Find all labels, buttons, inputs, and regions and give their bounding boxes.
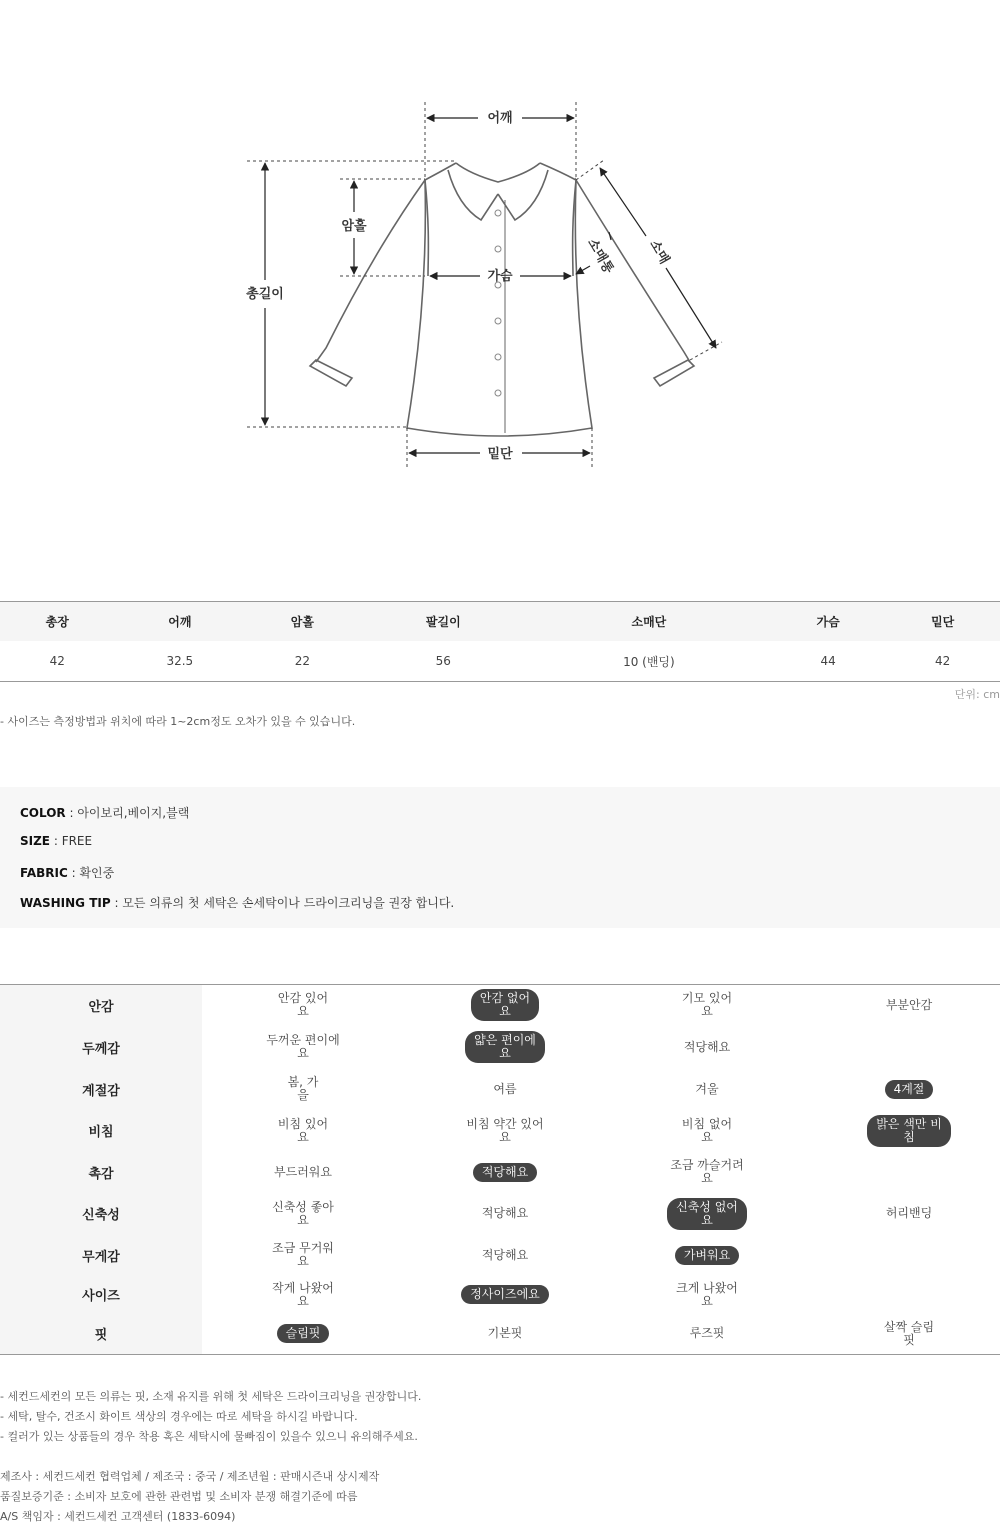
info-fabric-value: : 확인중 xyxy=(67,866,115,880)
label-total-length: 총길이 xyxy=(246,287,284,302)
feel-option: 조금 무거워 요 xyxy=(272,1241,334,1268)
feel-option-cell xyxy=(808,1152,1000,1193)
size-value: 42 xyxy=(49,654,65,668)
feel-option-cell xyxy=(606,1193,808,1235)
feel-option: 부분안감 xyxy=(885,997,933,1012)
care-note: - 세탁, 탈수, 건조시 화이트 색상의 경우에는 따로 세탁을 하시길 바랍니다. xyxy=(0,1410,358,1423)
feel-option-cell xyxy=(404,985,606,1026)
feel-row xyxy=(0,1276,1000,1314)
info-color-label: COLOR xyxy=(20,806,66,820)
feel-option-cell xyxy=(606,1110,808,1152)
feel-option-cell xyxy=(606,1314,808,1355)
feel-option-cell xyxy=(404,1026,606,1069)
feel-row xyxy=(0,1026,1000,1069)
size-header: 팔길이 xyxy=(360,602,527,642)
feel-option-cell xyxy=(606,1069,808,1110)
size-value: 56 xyxy=(435,654,451,668)
feel-option: 부드러워요 xyxy=(274,1164,332,1179)
feel-option-cell xyxy=(808,1314,1000,1355)
label-armhole: 암홀 xyxy=(341,219,367,234)
feel-option-cell xyxy=(404,1152,606,1193)
feel-option: 여름 xyxy=(493,1081,517,1096)
feel-option-cell xyxy=(808,1276,1000,1314)
feel-option: 루즈핏 xyxy=(689,1326,725,1341)
label-sleeve-cuff: 소매통 xyxy=(584,236,616,277)
feel-option-cell xyxy=(808,1110,1000,1152)
size-value: 10 (밴딩) xyxy=(623,654,675,669)
feel-option: 겨울 xyxy=(695,1081,719,1096)
product-info xyxy=(0,787,1000,928)
info-color-value: : 아이보리,베이지,블랙 xyxy=(65,806,190,820)
info-size xyxy=(20,834,92,848)
feel-option: 허리밴딩 xyxy=(885,1206,933,1220)
size-header: 밑단 xyxy=(885,602,1000,642)
feel-option-cell xyxy=(606,1235,808,1276)
feel-option: 두꺼운 편이에 요 xyxy=(266,1033,340,1060)
info-washing-label: WASHING TIP xyxy=(20,896,111,910)
feel-option-cell xyxy=(404,1235,606,1276)
feel-option: 적당해요 xyxy=(481,1206,529,1220)
feel-option-cell xyxy=(808,985,1000,1026)
label-shoulder: 어깨 xyxy=(487,111,513,126)
feel-option-cell xyxy=(202,1026,404,1069)
feel-option-selected: 적당해요 xyxy=(473,1163,537,1182)
feel-option: 안감 있어 요 xyxy=(277,991,329,1019)
feel-option: 적당해요 xyxy=(683,1039,731,1054)
label-hem: 밑단 xyxy=(487,447,513,462)
size-value: 44 xyxy=(820,654,836,668)
feel-option: 신축성 좋아 요 xyxy=(272,1199,334,1227)
feel-option-cell xyxy=(404,1314,606,1355)
info-washing xyxy=(20,894,454,911)
label-sleeve: 소매 xyxy=(646,237,672,267)
feel-option-cell xyxy=(808,1069,1000,1110)
feel-option-cell xyxy=(202,1193,404,1235)
feel-option: 기모 있어 요 xyxy=(681,991,733,1019)
size-header: 총장 xyxy=(0,602,115,642)
fabric-feel-table xyxy=(0,984,1000,1355)
label-chest: 가슴 xyxy=(487,269,513,284)
feel-option-selected: 가벼워요 xyxy=(675,1246,739,1265)
feel-option-selected: 정사이즈에요 xyxy=(461,1285,549,1304)
feel-row xyxy=(0,1069,1000,1110)
feel-option-cell xyxy=(202,1235,404,1276)
info-fabric-label: FABRIC xyxy=(20,866,68,880)
info-size-value: : FREE xyxy=(50,834,93,848)
feel-option: 크게 나왔어 요 xyxy=(676,1280,738,1308)
feel-row-label: 계절감 xyxy=(0,1069,202,1110)
size-header: 암홀 xyxy=(245,602,360,642)
feel-option-cell xyxy=(808,1193,1000,1235)
feel-row xyxy=(0,1193,1000,1235)
feel-row-label: 무게감 xyxy=(0,1235,202,1276)
feel-option-selected: 신축성 없어 요 xyxy=(667,1198,747,1230)
feel-option: 봄, 가 을 xyxy=(287,1075,319,1102)
feel-option-cell xyxy=(606,985,808,1026)
size-value: 42 xyxy=(935,654,951,668)
info-washing-value: : 모든 의류의 첫 세탁은 손세탁이나 드라이크리닝을 권장 합니다. xyxy=(110,896,455,910)
info-size-label: SIZE xyxy=(20,834,51,848)
size-table-row xyxy=(0,641,1000,682)
feel-option-cell xyxy=(404,1110,606,1152)
feel-option-selected: 얇은 편이에 요 xyxy=(465,1031,545,1063)
feel-option-cell xyxy=(606,1026,808,1069)
feel-option-cell xyxy=(808,1235,1000,1276)
size-value: 22 xyxy=(294,654,311,668)
feel-row-label: 사이즈 xyxy=(0,1276,202,1314)
feel-option-cell xyxy=(202,1110,404,1152)
feel-row xyxy=(0,985,1000,1026)
feel-row-label: 촉감 xyxy=(0,1152,202,1193)
feel-option: 비침 있어 요 xyxy=(277,1116,329,1144)
feel-row xyxy=(0,1110,1000,1152)
feel-row-label: 핏 xyxy=(0,1314,202,1355)
info-fabric xyxy=(20,864,114,881)
feel-option-selected: 밝은 색만 비 침 xyxy=(867,1115,951,1147)
feel-option-cell xyxy=(404,1193,606,1235)
feel-option-cell xyxy=(808,1026,1000,1069)
feel-row-label: 두께감 xyxy=(0,1026,202,1069)
size-value: 32.5 xyxy=(166,654,194,668)
measure-arrows xyxy=(265,118,716,453)
quality-info: 품질보증기준 : 소비자 보호에 관한 관련법 및 소비자 분쟁 해결기준에 따름 xyxy=(0,1490,358,1503)
feel-option-selected: 안감 없어 요 xyxy=(471,989,539,1021)
feel-option: 조금 까슬거려 요 xyxy=(670,1158,744,1185)
feel-row-label: 비침 xyxy=(0,1110,202,1152)
size-header: 어깨 xyxy=(115,602,246,642)
info-color xyxy=(20,804,189,821)
feel-option: 기본핏 xyxy=(487,1326,523,1341)
feel-option-cell xyxy=(202,1314,404,1355)
size-header: 소매단 xyxy=(527,602,771,642)
garment-diagram xyxy=(0,0,1000,520)
unit-label: 단위: cm xyxy=(954,688,1000,701)
size-table-header xyxy=(0,602,1000,642)
feel-option: 살짝 슬림 핏 xyxy=(883,1319,935,1347)
feel-row-label: 신축성 xyxy=(0,1193,202,1235)
feel-option: 비침 약간 있어 요 xyxy=(466,1116,544,1144)
feel-option-cell xyxy=(606,1276,808,1314)
buttons xyxy=(495,210,501,396)
care-note: - 세컨드세컨의 모든 의류는 핏, 소재 유지를 위해 첫 세탁은 드라이크리닝을 권장합니다. xyxy=(0,1390,422,1403)
guide-lines xyxy=(247,102,722,468)
feel-option-cell xyxy=(404,1276,606,1314)
feel-option: 비침 없어 요 xyxy=(681,1116,733,1144)
feel-row-label: 안감 xyxy=(0,985,202,1026)
feel-option-selected: 슬림핏 xyxy=(277,1324,330,1343)
feel-row xyxy=(0,1314,1000,1355)
feel-option-cell xyxy=(404,1069,606,1110)
feel-option: 작게 나왔어 요 xyxy=(272,1280,334,1308)
feel-option-cell xyxy=(202,985,404,1026)
garment-outline xyxy=(310,163,694,436)
feel-option-cell xyxy=(606,1152,808,1193)
size-note: - 사이즈는 측정방법과 위치에 따라 1~2cm정도 오차가 있을 수 있습니다. xyxy=(0,715,356,728)
size-header: 가슴 xyxy=(771,602,886,642)
maker-info: 제조사 : 세컨드세컨 협력업체 / 제조국 : 중국 / 제조년월 : 판매시즌내 상시제작 xyxy=(0,1470,380,1483)
feel-option-selected: 4계절 xyxy=(885,1080,934,1099)
care-note: - 컬러가 있는 상품들의 경우 착용 혹은 세탁시에 물빠짐이 있을수 있으니 유의해주세요. xyxy=(0,1430,418,1443)
feel-row xyxy=(0,1235,1000,1276)
feel-row xyxy=(0,1152,1000,1193)
feel-option-cell xyxy=(202,1152,404,1193)
feel-option-cell xyxy=(202,1276,404,1314)
as-info: A/S 책임자 : 세컨드세컨 고객센터 (1833-6094) xyxy=(0,1510,236,1523)
size-table xyxy=(0,601,1000,682)
feel-option-cell xyxy=(202,1069,404,1110)
feel-option: 적당해요 xyxy=(481,1247,529,1262)
